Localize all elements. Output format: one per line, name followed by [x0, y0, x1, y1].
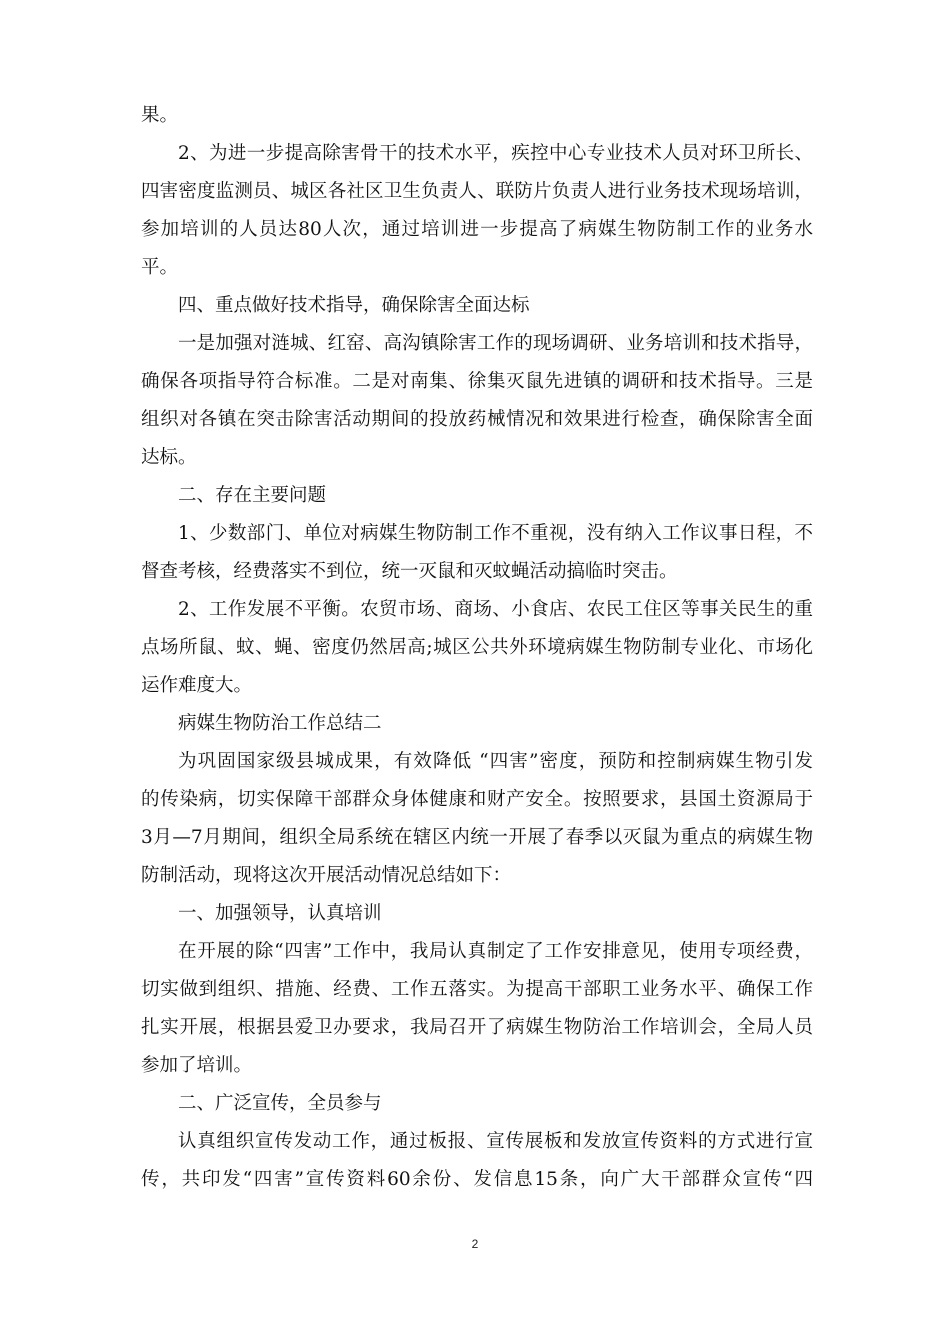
text-line: 2、为进一步提高除害骨干的技术水平，疾控中心专业技术人员对环卫所长、 — [178, 143, 813, 164]
text-line: 四害密度监测员、城区各社区卫生负责人、联防片负责人进行业务技术现场培训， — [141, 181, 813, 202]
text-line: 督查考核，经费落实不到位，统一灭鼠和灭蚊蝇活动搞临时突击。 — [141, 561, 678, 582]
text-line: 的传染病，切实保障干部群众身体健康和财产安全。按照要求，县国土资源局于 — [141, 789, 813, 810]
text-line: 传，共印发“四害”宣传资料60余份、发信息15条，向广大干部群众宣传“四 — [141, 1169, 813, 1190]
text-line: 达标。 — [141, 447, 197, 468]
text-line: 果。 — [141, 105, 179, 126]
text-line: 2、工作发展不平衡。农贸市场、商场、小食店、农民工住区等事关民生的重 — [178, 599, 813, 620]
text-line: 防制活动，现将这次开展活动情况总结如下： — [141, 865, 512, 886]
text-line: 参加了培训。 — [141, 1055, 253, 1076]
text-line: 点场所鼠、蚊、蝇、密度仍然居高;城区公共外环境病媒生物防制专业化、市场化 — [141, 637, 813, 658]
text-line: 切实做到组织、措施、经费、工作五落实。为提高干部职工业务水平、确保工作 — [141, 979, 813, 1000]
text-line: 3月—7月期间，组织全局系统在辖区内统一开展了春季以灭鼠为重点的病媒生物 — [141, 827, 813, 848]
text-line: 在开展的除“四害”工作中，我局认真制定了工作安排意见，使用专项经费， — [178, 941, 813, 962]
text-line: 运作难度大。 — [141, 675, 253, 696]
text-line: 1、少数部门、单位对病媒生物防制工作不重视，没有纳入工作议事日程，不 — [178, 523, 813, 544]
text-line: 扎实开展，根据县爱卫办要求，我局召开了病媒生物防治工作培训会，全局人员 — [141, 1017, 813, 1038]
text-line: 四、重点做好技术指导，确保除害全面达标 — [178, 295, 530, 316]
page-number: 2 — [471, 1237, 479, 1251]
text-line: 一、加强领导，认真培训 — [178, 903, 382, 924]
text-line: 平。 — [141, 257, 179, 278]
text-line: 组织对各镇在突击除害活动期间的投放药械情况和效果进行检查，确保除害全面 — [141, 409, 813, 430]
text-line: 认真组织宣传发动工作，通过板报、宣传展板和发放宣传资料的方式进行宣 — [178, 1131, 813, 1152]
document-body — [141, 97, 813, 1199]
text-line: 病媒生物防治工作总结二 — [178, 713, 382, 734]
text-line: 参加培训的人员达80人次，通过培训进一步提高了病媒生物防制工作的业务水 — [141, 219, 813, 240]
text-line: 二、存在主要问题 — [178, 485, 327, 506]
text-line: 确保各项指导符合标准。二是对南集、徐集灭鼠先进镇的调研和技术指导。三是 — [141, 371, 813, 392]
text-line: 一是加强对涟城、红窑、高沟镇除害工作的现场调研、业务培训和技术指导， — [178, 333, 813, 354]
text-line: 为巩固国家级县城成果，有效降低 “四害”密度，预防和控制病媒生物引发 — [178, 751, 813, 772]
text-line: 二、广泛宣传，全员参与 — [178, 1093, 382, 1114]
